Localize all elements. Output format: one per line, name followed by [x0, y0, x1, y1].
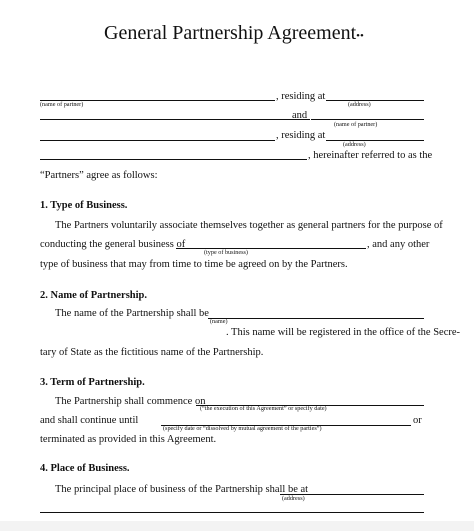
- title-marks: ••: [356, 30, 364, 42]
- section3-line2-end: or: [413, 415, 422, 426]
- residing-at-label: , residing at: [276, 91, 326, 102]
- address-hint: (address): [348, 101, 371, 108]
- section4-heading: 4. Place of Business.: [40, 463, 130, 474]
- section2-heading: 2. Name of Partnership.: [40, 290, 148, 301]
- partner1-address-field[interactable]: [326, 100, 424, 101]
- partnership-name-field[interactable]: [208, 318, 424, 319]
- name-of-partner-hint-2: (name of partner): [334, 121, 378, 128]
- and-label: and: [292, 110, 308, 121]
- continue-hint: (specify date or “dissolved by mutual agreement of the parties”): [163, 425, 322, 432]
- address-hint-2: (address): [343, 141, 366, 148]
- document-title: [104, 22, 364, 45]
- section1-heading: 1. Type of Business.: [40, 200, 128, 211]
- commence-hint: (“the execution of this Agreement” or specify date): [200, 405, 327, 412]
- address-line-1[interactable]: [40, 119, 310, 120]
- section2-line1: The name of the Partnership shall be: [55, 308, 209, 319]
- section1-line3: type of business that may from time to time be agreed on by the Partners.: [40, 259, 348, 270]
- residing-at-label-2: , residing at: [276, 130, 326, 141]
- section1-line2: conducting the general business of: [40, 239, 186, 250]
- partners-agree-text: “Partners” agree as follows:: [40, 170, 158, 181]
- place-address-hint: (address): [282, 495, 305, 502]
- hereinafter-label: , hereinafter referred to as the: [308, 150, 433, 161]
- section3-line3: terminated as provided in this Agreement.: [40, 434, 217, 445]
- section3-line2: and shall continue until: [40, 415, 139, 426]
- section1-line1: The Partners voluntarily associate themselves together as general partners for the purpose of: [55, 220, 443, 231]
- section4-line1: The principal place of business of the Partnership shall be at: [55, 484, 309, 495]
- partner2-address-field[interactable]: [326, 140, 424, 141]
- partner2-line[interactable]: [40, 140, 275, 141]
- title-text: General Partnership Agreement: [104, 22, 357, 44]
- partner2-name-field[interactable]: [311, 119, 424, 120]
- section1-line2-end: , and any other: [367, 239, 430, 250]
- page-bottom-bar: [0, 521, 474, 531]
- address-line-2[interactable]: [40, 159, 307, 160]
- section3-line1: The Partnership shall commence on: [55, 396, 206, 407]
- name-of-partner-hint: (name of partner): [40, 101, 84, 108]
- section2-line2: tary of State as the fictitious name of the Partnership.: [40, 347, 264, 358]
- name-hint: (name): [210, 318, 228, 325]
- section3-heading: 3. Term of Partnership.: [40, 377, 145, 388]
- section2-line1-end: . This name will be registered in the office of the Secre-: [226, 327, 461, 338]
- place-address-line-2[interactable]: [40, 512, 424, 513]
- type-of-business-hint: (type of business): [204, 249, 248, 256]
